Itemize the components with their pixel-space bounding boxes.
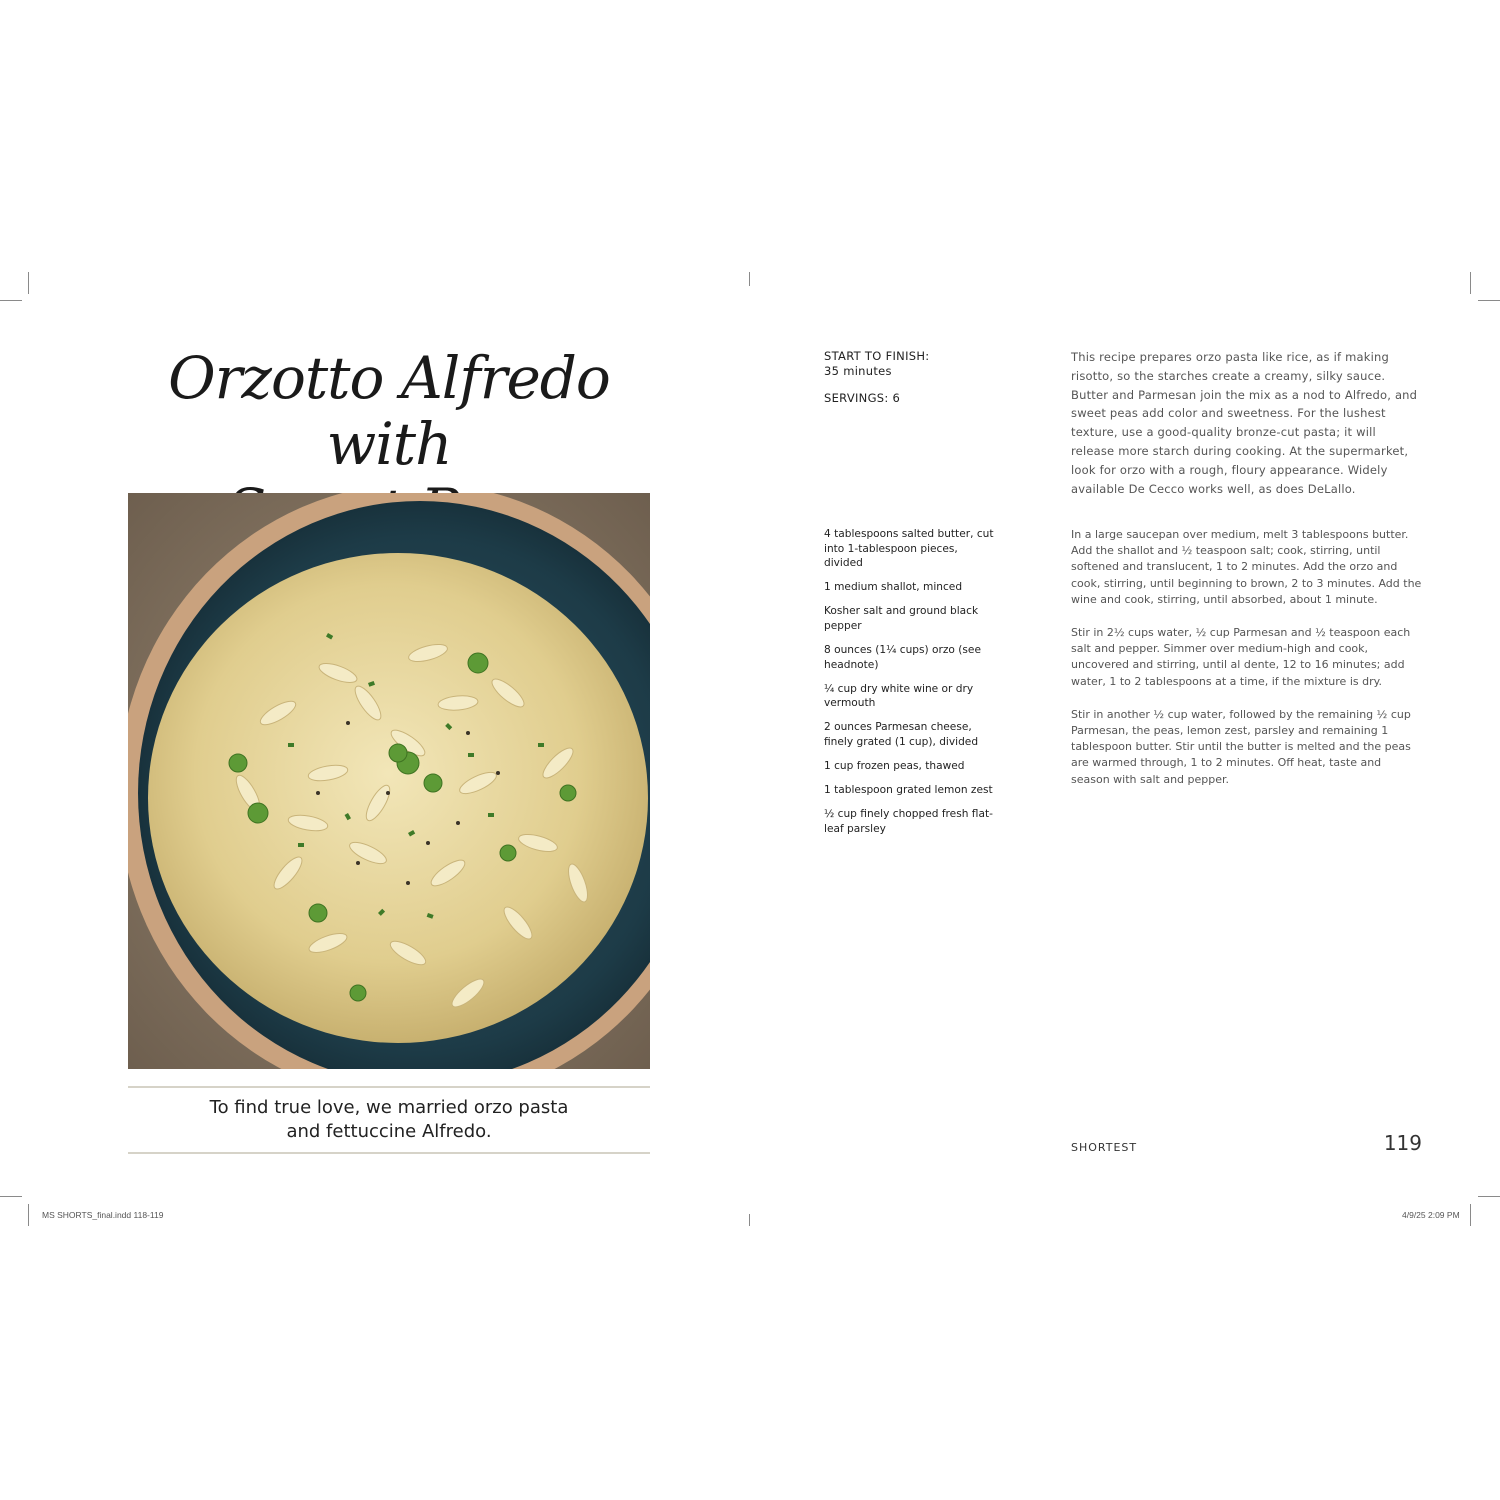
crop-mark	[0, 300, 22, 301]
crop-mark	[1470, 1204, 1471, 1226]
start-to-finish	[824, 349, 930, 379]
recipe-title-line1: Orzotto Alfredo with	[168, 344, 610, 478]
ingredient-item: 1 cup frozen peas, thawed	[824, 760, 965, 773]
ingredient-item: Kosher salt and ground black pepper	[824, 605, 979, 632]
photo-caption	[128, 1096, 650, 1144]
slug-file: MS SHORTS_final.indd 118-119	[42, 1210, 164, 1220]
orzo-bowl-illustration	[128, 493, 650, 1069]
headnote: This recipe prepares orzo pasta like rice, as if making risotto, so the starches create a creamy, silky sauce. Butter and Parmesan join the mix as a nod to Alfredo, and sweet peas add color and sweetness. For the lushest texture, use a good-quality bronze-cut pasta; it will release more starch during cooking. At the supermarket, look for orzo with a rough, floury appearance. Widely available De Cecco works well, as does DeLallo.	[1071, 350, 1418, 496]
ingredient-item: 1 medium shallot, minced	[824, 581, 963, 594]
crop-mark	[1470, 272, 1471, 294]
caption-line1: To find true love, we married orzo pasta	[209, 1097, 569, 1118]
caption-rule-bottom	[128, 1152, 650, 1154]
direction-step: Stir in another ½ cup water, followed by the remaining ½ cup Parmesan, the peas, lemon zest, parsley and remaining 1 tablespoon butter. Stir until the butter is melted and the peas are warmed through, 1 to 2 minutes. Off heat, taste and season with salt and pepper.	[1071, 707, 1411, 786]
recipe-photo	[128, 493, 650, 1069]
directions	[1071, 527, 1423, 805]
ingredient-item: 8 ounces (1¼ cups) orzo (see headnote)	[824, 644, 981, 671]
start-value: 35 minutes	[824, 364, 892, 378]
crop-mark	[1478, 1196, 1500, 1197]
servings: SERVINGS: 6	[824, 391, 901, 405]
caption-line2: and fettuccine Alfredo.	[286, 1121, 492, 1142]
crop-mark	[0, 1196, 22, 1197]
ingredient-item: 4 tablespoons salted butter, cut into 1-tablespoon pieces, divided	[824, 528, 994, 570]
direction-step: Stir in 2½ cups water, ½ cup Parmesan and ½ teaspoon each salt and pepper. Simmer over medium-high and cook, uncovered and stirring, until al dente, 12 to 16 minutes; add water, 1 to 2 tablespoons at a time, if the mixture is dry.	[1071, 626, 1411, 688]
section-name: SHORTEST	[1071, 1141, 1138, 1154]
crop-mark	[1478, 300, 1500, 301]
ingredient-item: 1 tablespoon grated lemon zest	[824, 784, 993, 797]
direction-step: In a large saucepan over medium, melt 3 tablespoons butter. Add the shallot and ½ teaspoon salt; cook, stirring, until softened and translucent, 1 to 2 minutes. Add the orzo and cook, stirring, until beginning to brown, 2 to 3 minutes. Add the wine and cook, stirring, until absorbed, about 1 minute.	[1071, 528, 1422, 606]
start-label: START TO FINISH:	[824, 349, 930, 363]
page-number: 119	[1383, 1131, 1422, 1155]
ingredient-item: ½ cup finely chopped fresh flat-leaf parsley	[824, 808, 993, 835]
ingredient-item: ¼ cup dry white wine or dry vermouth	[824, 682, 974, 710]
ingredients-list	[824, 527, 999, 846]
ingredient-item: 2 ounces Parmesan cheese, finely grated (1 cup), divided	[824, 721, 979, 749]
crop-mark	[749, 272, 750, 286]
crop-mark	[749, 1214, 750, 1226]
caption-rule-top	[128, 1086, 650, 1088]
crop-mark	[28, 272, 29, 294]
slug-date: 4/9/25 2:09 PM	[1402, 1210, 1460, 1220]
crop-mark	[28, 1204, 29, 1226]
